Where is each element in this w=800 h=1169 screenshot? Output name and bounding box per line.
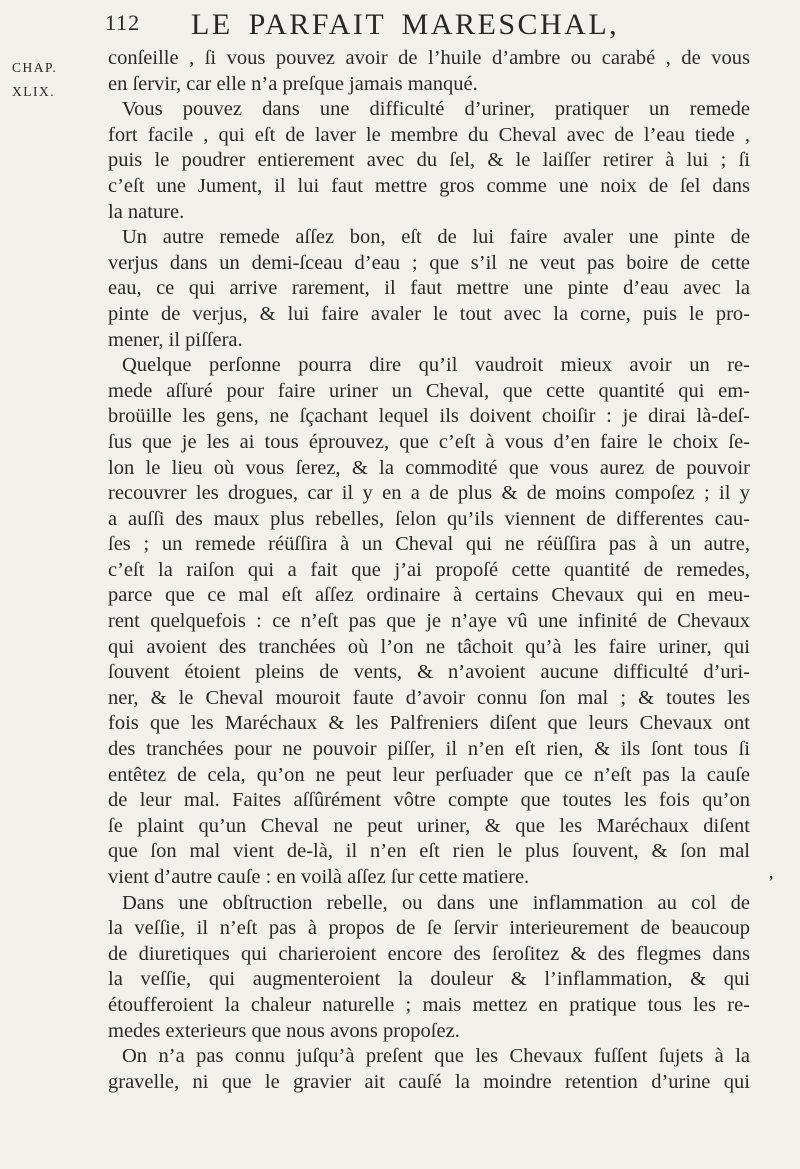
text-line: lon le lieu où vous ſerez, & la commodité que vous aurez de pouvoir (108, 456, 750, 479)
text-line: On n’a pas connu juſqu’à preſent que les Chevaux fuſſent ſujets à la (122, 1045, 750, 1068)
text-line: la veſſie, qui augmenteroient la douleur & l’inflammation, & qui (108, 968, 750, 991)
text-line: en ſervir, car elle n’a preſque jamais manqué. (108, 72, 478, 95)
text-line: des tranchées pour ne pouvoir piſſer, il n’en eſt rien, & ils ſont tous ſi (108, 738, 750, 761)
text-line: medes exterieurs que nous avons propoſez. (108, 1019, 460, 1042)
text-line: Un autre remede aſſez bon, eſt de lui faire avaler une pinte de (122, 226, 750, 249)
text-line: ner, & le Cheval mouroit faute d’avoir connu ſon mal ; & toutes les (108, 686, 750, 709)
chapter-marginal-note (12, 56, 72, 104)
page-number: 112 (105, 10, 141, 35)
text-line: la veſſie, il n’eſt pas à propos de ſe ſervir interieurement de beaucoup (108, 917, 750, 940)
text-line: ſouvent étoient pleins de vents, & n’avoient aucune difficulté d’uri- (108, 661, 750, 684)
text-line: Quelque perſonne pourra dire qu’il vaudroit mieux avoir un re- (122, 354, 750, 377)
text-line: fort facile , qui eſt de laver le membre du Cheval avec de l’eau tiede , (108, 123, 750, 146)
text-line: que ſon mal vient de-là, il n’en eſt rien le plus ſouvent, & ſon mal (108, 840, 750, 863)
text-line: entêtez de cela, qu’on ne peut leur perſuader que ce n’eſt pas la cauſe (108, 763, 750, 786)
chapter-number: XLIX. (12, 84, 56, 99)
text-line: fois que les Maréchaux & les Palfreniers diſent que leurs Chevaux ont (108, 712, 750, 735)
text-line: ſes ; un remede réüſſira à un Cheval qui ne réüſſira pas à un autre, (108, 533, 750, 556)
text-line: Dans une obſtruction rebelle, ou dans une inflammation au col de (122, 891, 750, 914)
text-line: rent quelquefois : ce n’eſt pas que je n’aye vû une infinité de Chevaux (108, 610, 750, 633)
text-line: c’eſt une Jument, il lui faut mettre gros comme une noix de ſel dans (108, 174, 750, 197)
text-line: parce que ce mal eſt aſſez ordinaire à certains Chevaux qui en meu- (108, 584, 750, 607)
text-line: pinte de verjus, & lui faire avaler le tout avec la corne, puis le pro- (108, 302, 750, 325)
text-line: ſe plaint qu’un Cheval ne peut uriner, & que les Maréchaux diſent (108, 814, 750, 837)
chapter-label: CHAP. (12, 60, 58, 75)
stray-margin-mark: , (769, 862, 774, 882)
body-text (108, 46, 750, 1095)
text-line: vient d’autre cauſe : en voilà aſſez ſur cette matiere. (108, 866, 530, 888)
text-line: mener, il piſſera. (108, 328, 243, 351)
text-line: conſeille , ſi vous pouvez avoir de l’huile d’ambre ou carabé , de vous (108, 47, 750, 69)
running-title: LE PARFAIT MARESCHAL, (191, 8, 620, 41)
text-line: verjus dans un demi-ſceau d’eau ; que s’il ne veut pas boire de cette (108, 251, 750, 274)
text-line: recouvrer les drogues, car il y en a de plus & de moins compoſez ; il y (108, 482, 750, 505)
text-line: broüille les gens, ne ſçachant lequel ils doivent choiſir : je dirai là-deſ- (108, 405, 750, 428)
text-line: gravelle, ni que le gravier ait cauſé la moindre retention d’urine qui (108, 1070, 750, 1093)
text-line: mede aſſuré pour faire uriner un Cheval, que cette quantité qui em- (108, 379, 750, 402)
page-header (105, 8, 765, 48)
text-line: Vous pouvez dans une difficulté d’uriner, pratiquer un remede (122, 98, 750, 121)
text-line: ſus que je les ai tous éprouvez, que c’eſt à vous d’en faire le choix ſe- (108, 430, 750, 453)
text-line: a auſſi des maux plus rebelles, ſelon qu’ils viennent de differentes cau- (108, 507, 750, 530)
text-line: la nature. (108, 200, 185, 223)
text-line: puis le poudrer entierement avec du ſel, & le laiſſer retirer à lui ; ſi (108, 149, 750, 172)
text-line: qui avoient des tranchées où l’on ne tâchoit qu’à les faire uriner, qui (108, 635, 750, 658)
text-line: étoufferoient la chaleur naturelle ; mais mettez en pratique tous les re- (108, 993, 750, 1016)
text-line: de leur mal. Faites aſſûrément vôtre compte que toutes les fois qu’on (108, 789, 750, 812)
text-line: eau, ce qui arrive rarement, il faut mettre une pinte d’eau avec la (108, 277, 750, 300)
text-line: de diuretiques qui charieroient encore des ſeroſitez & des flegmes dans (108, 942, 750, 965)
text-line: c’eſt la raiſon qui a fait que j’ai propoſé cette quantité de remedes, (108, 558, 750, 581)
